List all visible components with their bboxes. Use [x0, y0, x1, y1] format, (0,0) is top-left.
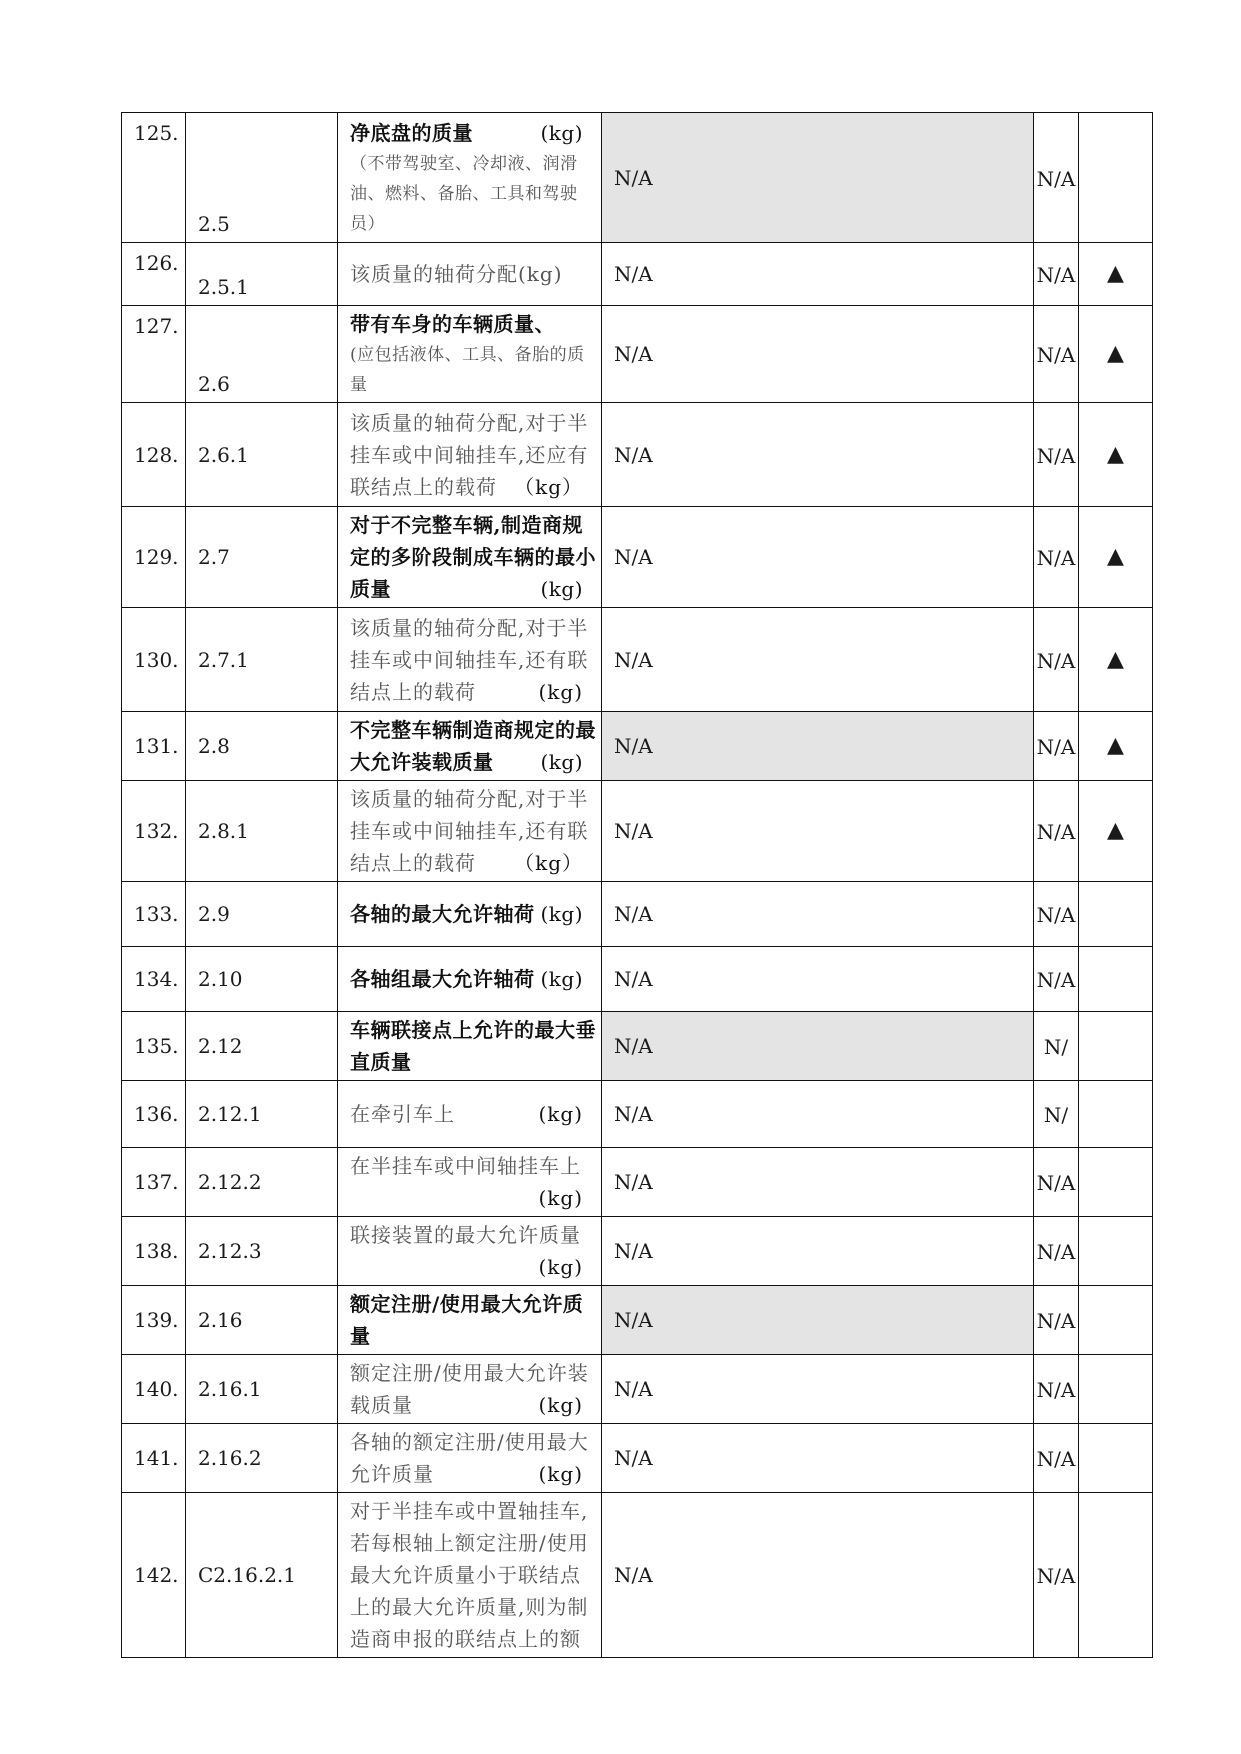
value-cell: N/A: [602, 113, 1034, 243]
row-number: 138.: [122, 1217, 186, 1286]
mark-cell: ▲: [1079, 403, 1153, 507]
description-text: 净底盘的质量: [350, 120, 473, 145]
table-row: [122, 947, 1153, 1012]
description-text: 车辆联接点上允许的最大垂直质量: [350, 1018, 596, 1074]
description-text: 该质量的轴荷分配,对于半挂车或中间轴挂车,还有联结点上的载荷: [350, 787, 589, 875]
result-cell: N/A: [1034, 608, 1079, 712]
table-row: [122, 113, 1153, 243]
item-description: [338, 1355, 602, 1424]
table-row: [122, 1493, 1153, 1658]
clause-number: 2.7.1: [186, 608, 338, 712]
item-description: [338, 243, 602, 306]
clause-number: 2.5: [186, 113, 338, 243]
unit-label: (kg): [538, 1102, 583, 1126]
description-text: 各轴的最大允许轴荷: [350, 902, 535, 926]
clause-number: 2.7: [186, 507, 338, 608]
row-number: 133.: [122, 882, 186, 947]
clause-number: 2.10: [186, 947, 338, 1012]
table-row: [122, 608, 1153, 712]
item-description: [338, 1217, 602, 1286]
result-cell: N/A: [1034, 882, 1079, 947]
row-number: 132.: [122, 781, 186, 882]
description-note: （不带驾驶室、冷却液、润滑油、燃料、备胎、工具和驾驶员）: [350, 153, 578, 234]
unit-label: (kg): [538, 1255, 583, 1279]
table-row: [122, 403, 1153, 507]
value-cell: N/A: [602, 1424, 1034, 1493]
result-cell: N/A: [1034, 1286, 1079, 1355]
description-text: 带有车身的车辆质量、: [350, 312, 555, 336]
row-number: 135.: [122, 1012, 186, 1081]
item-description: [338, 507, 602, 608]
row-number: 140.: [122, 1355, 186, 1424]
result-cell: N/: [1034, 1081, 1079, 1148]
clause-number: 2.5.1: [186, 243, 338, 306]
result-cell: N/A: [1034, 1355, 1079, 1424]
description-text: 对于半挂车或中置轴挂车,若每根轴上额定注册/使用最大允许质量小于联结点上的最大允许质量,则为制造商申报的联结点上的额: [350, 1499, 589, 1651]
row-number: 141.: [122, 1424, 186, 1493]
clause-number: 2.12.3: [186, 1217, 338, 1286]
table-row: [122, 1012, 1153, 1081]
value-cell: N/A: [602, 507, 1034, 608]
unit-label: (kg): [538, 1393, 583, 1417]
description-text: 在半挂车或中间轴挂车上: [350, 1154, 581, 1178]
table-row: [122, 781, 1153, 882]
result-cell: N/A: [1034, 403, 1079, 507]
result-cell: N/A: [1034, 1493, 1079, 1658]
value-cell: N/A: [602, 403, 1034, 507]
table-row: [122, 1148, 1153, 1217]
table-row: [122, 1217, 1153, 1286]
row-number: 127.: [122, 306, 186, 403]
item-description: [338, 1424, 602, 1493]
result-cell: N/: [1034, 1012, 1079, 1081]
unit-label: （kg）: [514, 474, 583, 499]
item-description: [338, 1493, 602, 1658]
item-description: [338, 1081, 602, 1148]
mark-cell: [1079, 1012, 1153, 1081]
result-cell: N/A: [1034, 243, 1079, 306]
row-number: 128.: [122, 403, 186, 507]
unit-label: (kg): [540, 902, 583, 926]
unit-label: （kg）: [514, 851, 583, 875]
item-description: [338, 403, 602, 507]
value-cell: N/A: [602, 1355, 1034, 1424]
description-text: 该质量的轴荷分配,对于半挂车或中间轴挂车,还应有联结点上的载荷: [350, 410, 589, 499]
table-row: [122, 882, 1153, 947]
unit-label: (kg): [538, 1186, 583, 1210]
clause-number: 2.8: [186, 712, 338, 781]
value-cell: N/A: [602, 712, 1034, 781]
value-cell: N/A: [602, 1217, 1034, 1286]
table-row: [122, 1081, 1153, 1148]
result-cell: N/A: [1034, 1424, 1079, 1493]
table-row: [122, 712, 1153, 781]
unit-label: (kg): [538, 1462, 583, 1486]
item-description: [338, 882, 602, 947]
clause-number: 2.12.2: [186, 1148, 338, 1217]
item-description: [338, 1286, 602, 1355]
mark-cell: [1079, 1493, 1153, 1658]
row-number: 134.: [122, 947, 186, 1012]
result-cell: N/A: [1034, 1148, 1079, 1217]
mark-cell: [1079, 1286, 1153, 1355]
description-text: 额定注册/使用最大允许装载质量: [350, 1361, 589, 1417]
item-description: [338, 113, 602, 243]
result-cell: N/A: [1034, 712, 1079, 781]
mark-cell: [1079, 113, 1153, 243]
clause-number: 2.16.2: [186, 1424, 338, 1493]
unit-label: (kg): [540, 750, 583, 774]
result-cell: N/A: [1034, 113, 1079, 243]
mark-cell: ▲: [1079, 608, 1153, 712]
table-row: [122, 1424, 1153, 1493]
clause-number: 2.6: [186, 306, 338, 403]
description-text: 各轴的额定注册/使用最大允许质量: [350, 1430, 589, 1486]
mark-cell: [1079, 1148, 1153, 1217]
clause-number: 2.16: [186, 1286, 338, 1355]
value-cell: N/A: [602, 1012, 1034, 1081]
result-cell: N/A: [1034, 1217, 1079, 1286]
value-cell: N/A: [602, 1493, 1034, 1658]
item-description: [338, 1012, 602, 1081]
row-number: 130.: [122, 608, 186, 712]
result-cell: N/A: [1034, 306, 1079, 403]
unit-label: (kg): [540, 120, 583, 145]
item-description: [338, 781, 602, 882]
mark-cell: ▲: [1079, 507, 1153, 608]
row-number: 129.: [122, 507, 186, 608]
table-row: [122, 507, 1153, 608]
item-description: [338, 712, 602, 781]
table-row: [122, 1355, 1153, 1424]
value-cell: N/A: [602, 1081, 1034, 1148]
mark-cell: ▲: [1079, 712, 1153, 781]
clause-number: C2.16.2.1: [186, 1493, 338, 1658]
row-number: 125.: [122, 113, 186, 243]
mark-cell: [1079, 947, 1153, 1012]
item-description: [338, 1148, 602, 1217]
description-text: 不完整车辆制造商规定的最大允许装载质量: [350, 718, 596, 774]
result-cell: N/A: [1034, 947, 1079, 1012]
table-body: [122, 113, 1153, 1658]
clause-number: 2.9: [186, 882, 338, 947]
description-text: 该质量的轴荷分配(kg): [350, 262, 563, 286]
mark-cell: ▲: [1079, 306, 1153, 403]
description-text: 联接装置的最大允许质量: [350, 1223, 581, 1247]
mark-cell: [1079, 1424, 1153, 1493]
table-row: [122, 243, 1153, 306]
description-text: 额定注册/使用最大允许质量: [350, 1292, 584, 1348]
row-number: 131.: [122, 712, 186, 781]
value-cell: N/A: [602, 243, 1034, 306]
value-cell: N/A: [602, 947, 1034, 1012]
row-number: 142.: [122, 1493, 186, 1658]
row-number: 126.: [122, 243, 186, 306]
item-description: [338, 947, 602, 1012]
item-description: [338, 306, 602, 403]
value-cell: N/A: [602, 781, 1034, 882]
description-text: 对于不完整车辆,制造商规定的多阶段制成车辆的最小质量: [350, 513, 596, 601]
clause-number: 2.12: [186, 1012, 338, 1081]
clause-number: 2.12.1: [186, 1081, 338, 1148]
mark-cell: [1079, 1081, 1153, 1148]
unit-label: (kg): [540, 577, 583, 601]
mark-cell: ▲: [1079, 781, 1153, 882]
row-number: 137.: [122, 1148, 186, 1217]
mark-cell: [1079, 1217, 1153, 1286]
clause-number: 2.16.1: [186, 1355, 338, 1424]
mark-cell: [1079, 882, 1153, 947]
unit-label: (kg): [538, 679, 583, 704]
value-cell: N/A: [602, 1148, 1034, 1217]
item-description: [338, 608, 602, 712]
mark-cell: [1079, 1355, 1153, 1424]
description-note: (应包括液体、工具、备胎的质量: [350, 345, 585, 395]
row-number: 136.: [122, 1081, 186, 1148]
mark-cell: ▲: [1079, 243, 1153, 306]
value-cell: N/A: [602, 882, 1034, 947]
row-number: 139.: [122, 1286, 186, 1355]
description-text: 在牵引车上: [350, 1102, 455, 1126]
table-row: [122, 1286, 1153, 1355]
clause-number: 2.6.1: [186, 403, 338, 507]
clause-number: 2.8.1: [186, 781, 338, 882]
description-text: 各轴组最大允许轴荷: [350, 967, 535, 991]
result-cell: N/A: [1034, 781, 1079, 882]
table-row: [122, 306, 1153, 403]
result-cell: N/A: [1034, 507, 1079, 608]
unit-label: (kg): [540, 967, 583, 991]
value-cell: N/A: [602, 608, 1034, 712]
description-text: 该质量的轴荷分配,对于半挂车或中间轴挂车,还有联结点上的载荷: [350, 615, 589, 704]
value-cell: N/A: [602, 1286, 1034, 1355]
value-cell: N/A: [602, 306, 1034, 403]
spec-table: [121, 112, 1153, 1658]
